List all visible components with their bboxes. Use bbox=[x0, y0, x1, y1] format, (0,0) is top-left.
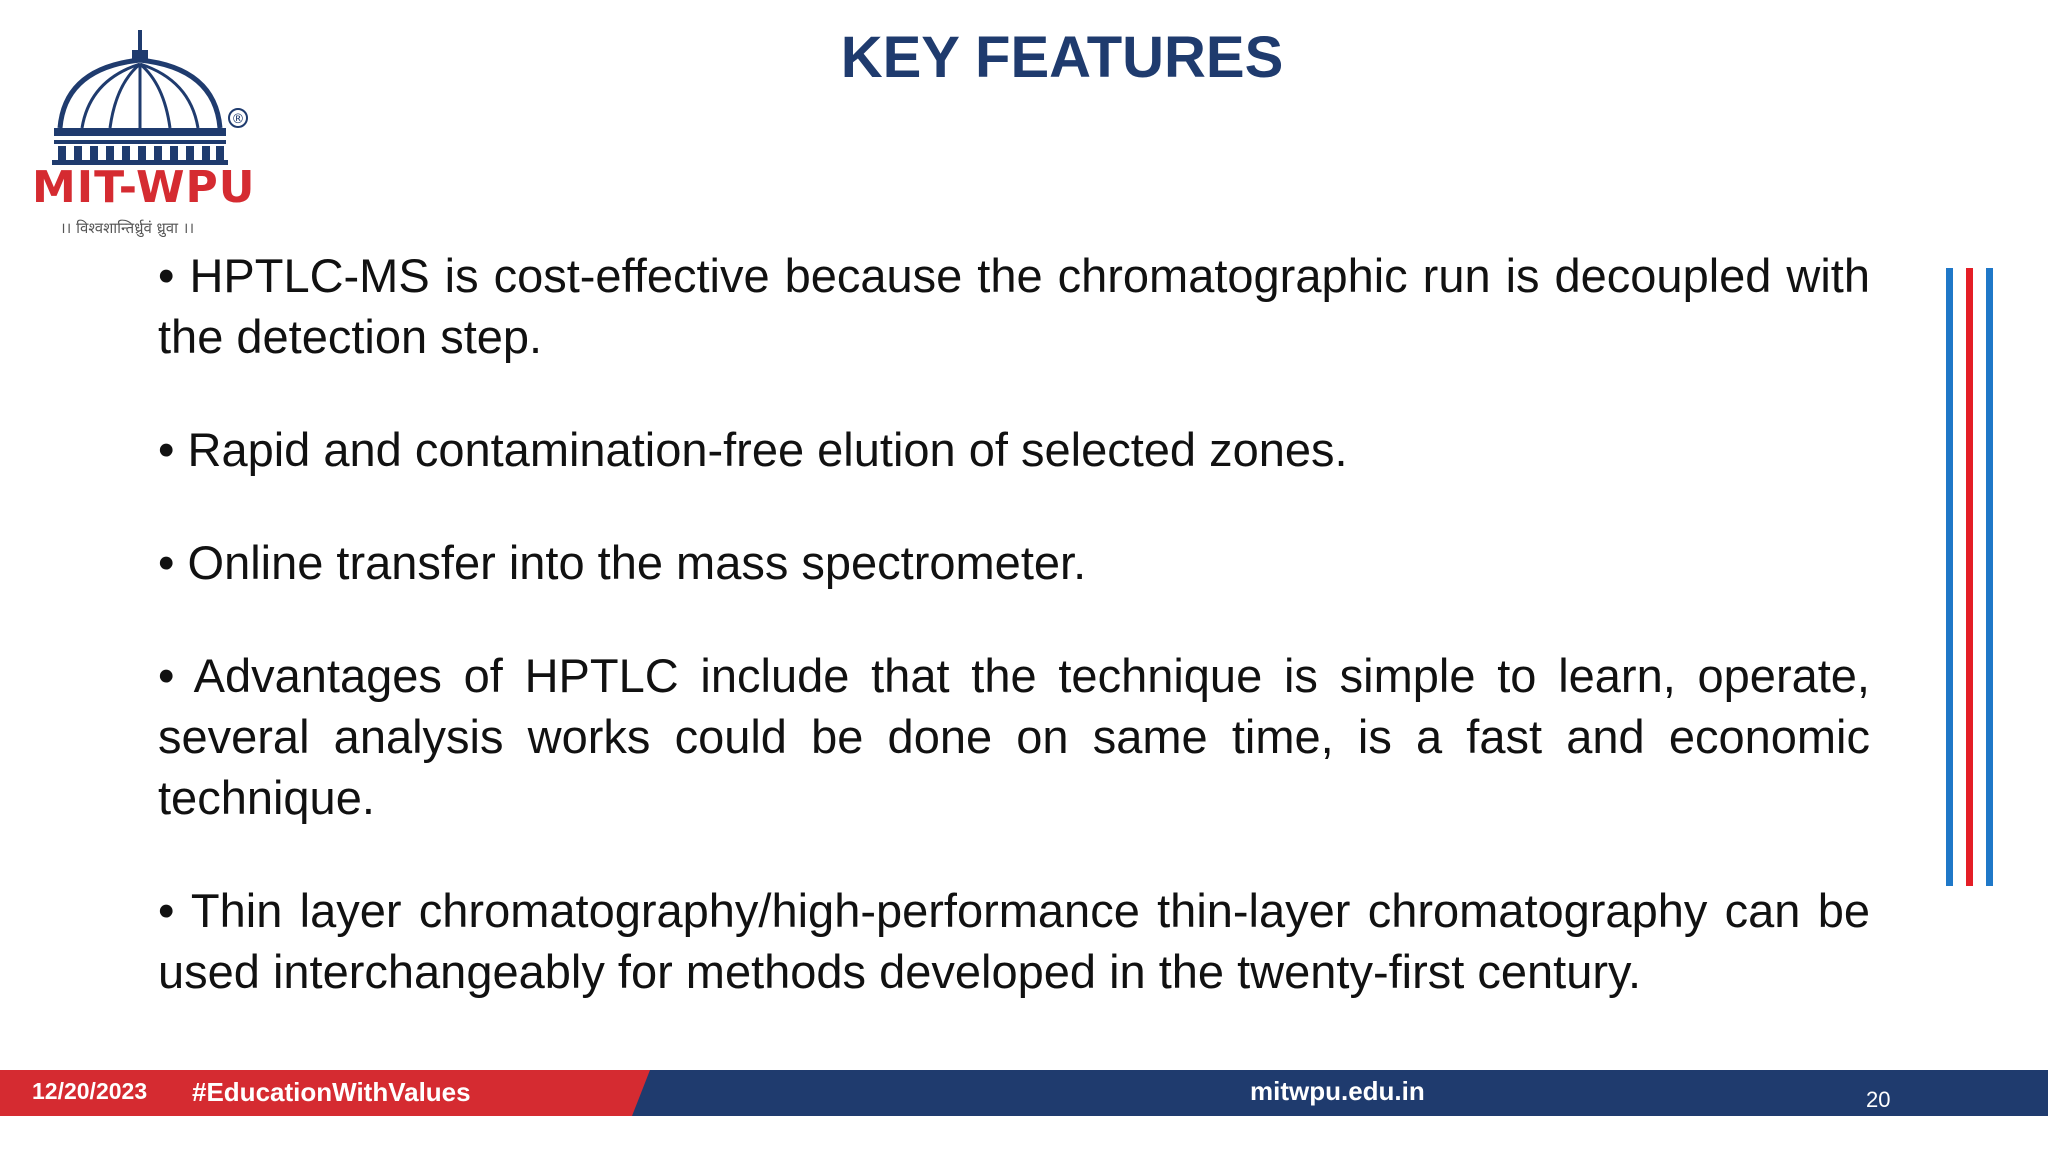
footer-bar bbox=[0, 1070, 2048, 1116]
logo-tagline: ।। विश्वशान्तिर्ध्रुवं ध्रुवा ।। bbox=[60, 219, 195, 237]
bullet-item: • Advantages of HPTLC include that the technique is simple to learn, operate, several analysis works could be done on same time, is a fast and economic technique. bbox=[158, 649, 1870, 824]
footer-hashtag: #EducationWithValues bbox=[192, 1077, 471, 1107]
bullet-item: • Thin layer chromatography/high-performance thin-layer chromatography can be used interchangeably for methods developed in the twenty-first century. bbox=[158, 884, 1870, 998]
page-number: 20 bbox=[1866, 1087, 1891, 1112]
footer-url: mitwpu.edu.in bbox=[1250, 1076, 1425, 1106]
bullet-item: • HPTLC-MS is cost-effective because the chromatographic run is decoupled with the detection step. bbox=[158, 249, 1870, 363]
logo-name: MIT-WPU bbox=[32, 162, 256, 213]
stripe-blue-right bbox=[1986, 268, 1993, 886]
stripe-red bbox=[1966, 268, 1973, 886]
stripe-blue-left bbox=[1946, 268, 1953, 886]
registered-mark: ® bbox=[231, 112, 245, 127]
footer-date: 12/20/2023 bbox=[32, 1078, 148, 1104]
decorative-stripes bbox=[1946, 268, 1994, 886]
bullet-item: • Rapid and contamination-free elution of selected zones. bbox=[158, 423, 1348, 476]
bullet-item: • Online transfer into the mass spectrometer. bbox=[158, 536, 1087, 589]
slide-title: KEY FEATURES bbox=[840, 25, 1284, 90]
slide-content bbox=[158, 245, 1870, 1002]
